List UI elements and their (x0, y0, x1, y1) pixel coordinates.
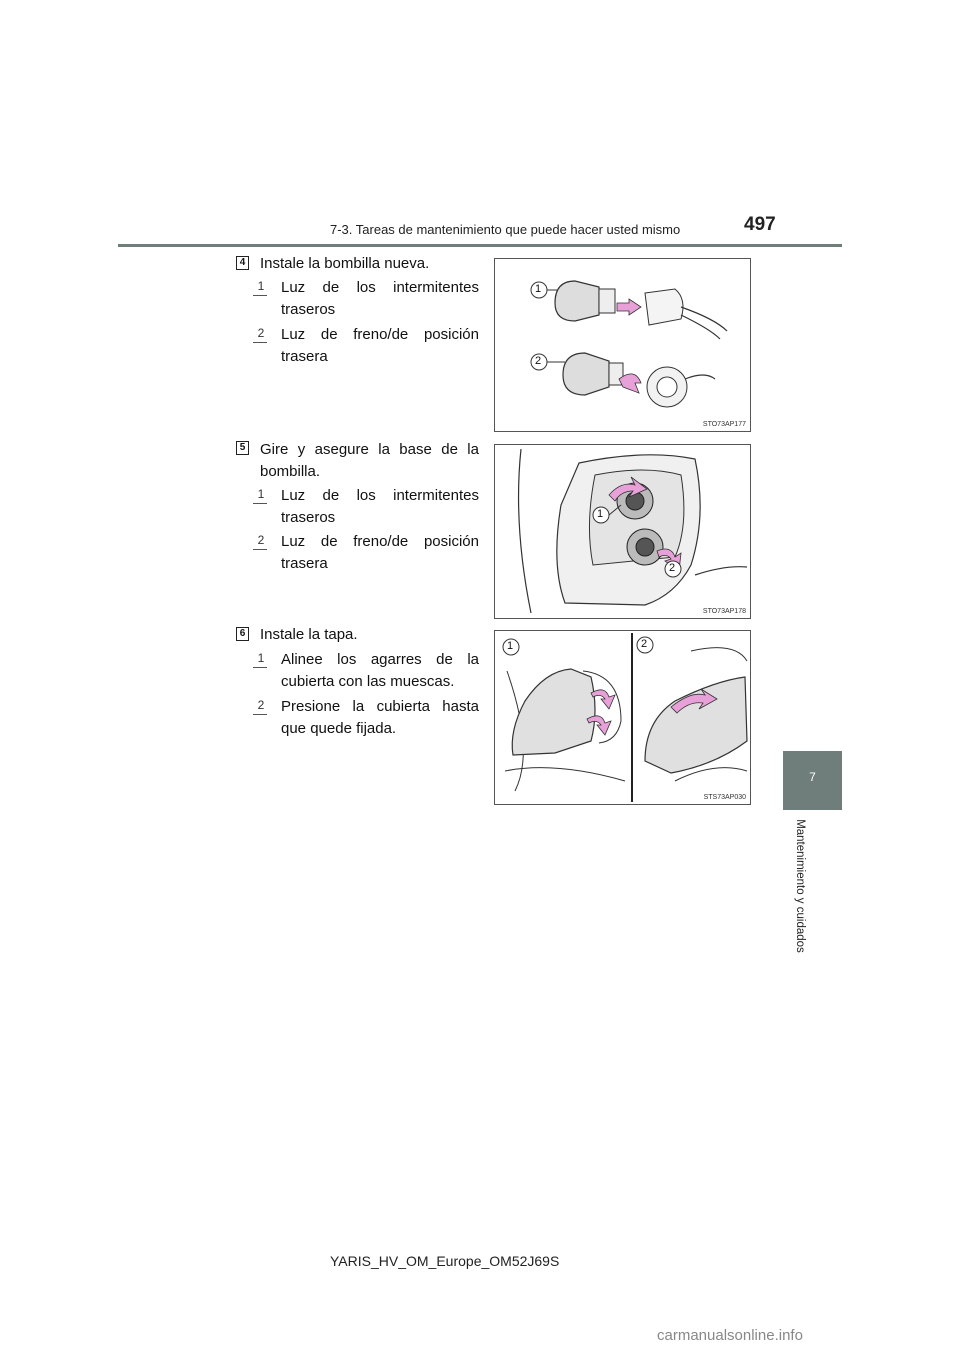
figure-twist-bulb-base (494, 444, 751, 619)
figure-1-callout-2: 2 (535, 355, 542, 367)
step-4-text: Instale la bombilla nueva. (260, 255, 430, 272)
step-6-item-2-marker: 2 (253, 697, 269, 713)
step-5-item-1-text: Luz de los intermitentes traseros (281, 487, 479, 526)
document-code: YARIS_HV_OM_Europe_OM52J69S (330, 1253, 560, 1269)
step-4-item-1-text: Luz de los intermitentes traseros (281, 279, 479, 318)
cover-illustration (495, 631, 750, 804)
figure-3-callout-1: 1 (507, 640, 514, 652)
figure-install-cover (494, 630, 751, 805)
bulb-illustration (495, 259, 750, 431)
step-5-badge: 5 (236, 441, 249, 455)
figure-1-code: STO73AP177 (702, 421, 746, 428)
figure-2-callout-1: 1 (597, 508, 604, 520)
step-4-item-2-marker: 2 (253, 325, 269, 341)
figure-3-code: STS73AP030 (703, 794, 746, 801)
chapter-label: Mantenimiento y cuidados (794, 819, 806, 953)
section-title: 7-3. Tareas de mantenimiento que puede hacer usted mismo (330, 222, 681, 237)
figure-2-code: STO73AP178 (702, 608, 746, 615)
step-6-text: Instale la tapa. (260, 626, 358, 643)
figure-1-callout-1: 1 (535, 283, 542, 295)
step-5-item-2-text: Luz de freno/de posición trasera (281, 533, 479, 572)
step-4-item-1-marker: 1 (253, 278, 269, 294)
figure-3-callout-2: 2 (641, 638, 648, 650)
chapter-number: 7 (809, 770, 816, 784)
step-6-badge: 6 (236, 627, 249, 641)
step-6-item-1-text: Alinee los agarres de la cubierta con las muescas. (281, 651, 479, 690)
step-6-item-1-marker: 1 (253, 650, 269, 666)
step-6-item-2-text: Presione la cubierta hasta que quede fijada. (281, 698, 479, 737)
page-number: 497 (744, 214, 776, 235)
step-5-text: Gire y asegure la base de la bombilla. (260, 441, 479, 480)
header-rule (118, 244, 842, 247)
step-5-item-2-marker: 2 (253, 532, 269, 548)
watermark: carmanualsonline.info (657, 1327, 803, 1344)
step-4-item-2-text: Luz de freno/de posición trasera (281, 326, 479, 365)
figure-2-callout-2: 2 (669, 562, 676, 574)
step-4-badge: 4 (236, 256, 249, 270)
figure-install-bulb (494, 258, 751, 432)
step-5-item-1-marker: 1 (253, 486, 269, 502)
lamp-housing-illustration (495, 445, 750, 618)
